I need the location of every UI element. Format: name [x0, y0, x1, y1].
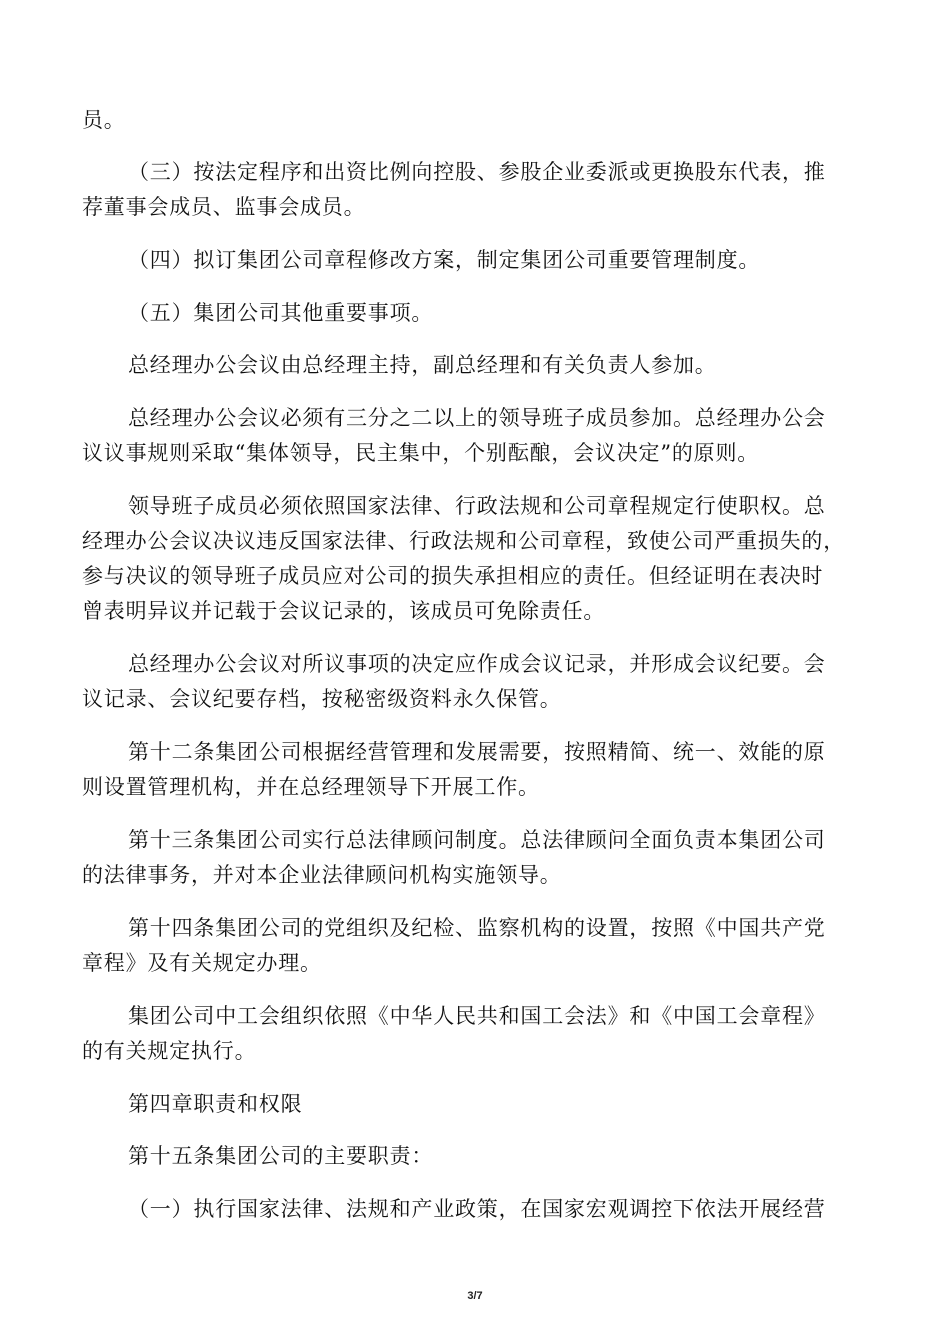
text-line: 总经理办公会议必须有三分之二以上的领导班子成员参加。总经理办公会 [128, 406, 826, 430]
text-line: 员。 [82, 108, 126, 132]
paragraph-member-responsibility [82, 489, 845, 629]
paragraph-item-3 [82, 155, 826, 225]
text-line: 经理办公会议决议违反国家法律、行政法规和公司章程，致使公司严重损失的， [82, 529, 845, 553]
text-line: （一）执行国家法律、法规和产业政策，在国家宏观调控下依法开展经营 [128, 1197, 826, 1221]
text-line: 参与决议的领导班子成员应对公司的损失承担相应的责任。但经证明在表决时 [82, 564, 824, 588]
chapter-heading [82, 1087, 302, 1122]
paragraph-item-5 [82, 296, 433, 331]
page-number: 3/7 [467, 1290, 483, 1302]
paragraph-article-15 [82, 1139, 433, 1174]
text-line: 第十三条集团公司实行总法律顾问制度。总法律顾问全面负责本集团公司 [128, 828, 826, 852]
paragraph-duty-1 [82, 1192, 826, 1227]
text-line: 的法律事务，并对本企业法律顾问机构实施领导。 [82, 863, 562, 887]
text-line: 第十四条集团公司的党组织及纪检、监察机构的设置，按照《中国共产党 [128, 916, 826, 940]
text-line: 则设置管理机构，并在总经理领导下开展工作。 [82, 775, 540, 799]
paragraph-meeting-quorum [82, 401, 826, 471]
text-line: 第十五条集团公司的主要职责： [128, 1144, 434, 1168]
paragraph-item-4 [82, 243, 760, 278]
text-line: 第四章职责和权限 [128, 1092, 303, 1116]
paragraph-article-12 [82, 735, 826, 805]
text-line: 曾表明异议并记载于会议记录的，该成员可免除责任。 [82, 599, 606, 623]
paragraph-trade-union [82, 999, 826, 1069]
paragraph-meeting-records [82, 647, 826, 717]
paragraph-article-14 [82, 911, 826, 981]
text-line: 荐董事会成员、监事会成员。 [82, 195, 366, 219]
text-line: 总经理办公会议由总经理主持，副总经理和有关负责人参加。 [128, 353, 717, 377]
text-line: （五）集团公司其他重要事项。 [128, 301, 434, 325]
text-line: 章程》及有关规定办理。 [82, 951, 322, 975]
text-line: （三）按法定程序和出资比例向控股、参股企业委派或更换股东代表，推 [128, 160, 826, 184]
paragraph-meeting-chair [82, 348, 717, 383]
paragraph-article-13 [82, 823, 826, 893]
text-line: 议记录、会议纪要存档，按秘密级资料永久保管。 [82, 687, 562, 711]
text-line: 领导班子成员必须依照国家法律、行政法规和公司章程规定行使职权。总 [128, 494, 826, 518]
text-line: 的有关规定执行。 [82, 1039, 257, 1063]
text-line: （四）拟订集团公司章程修改方案，制定集团公司重要管理制度。 [128, 248, 761, 272]
text-line: 集团公司中工会组织依照《中华人民共和国工会法》和《中国工会章程》 [128, 1004, 826, 1028]
text-line: 第十二条集团公司根据经营管理和发展需要，按照精简、统一、效能的原 [128, 740, 826, 764]
text-line: 议议事规则采取“集体领导，民主集中，个别酝酿，会议决定”的原则。 [82, 441, 760, 465]
text-line: 总经理办公会议对所议事项的决定应作成会议记录，并形成会议纪要。会 [128, 652, 826, 676]
paragraph-continuation [82, 103, 126, 138]
